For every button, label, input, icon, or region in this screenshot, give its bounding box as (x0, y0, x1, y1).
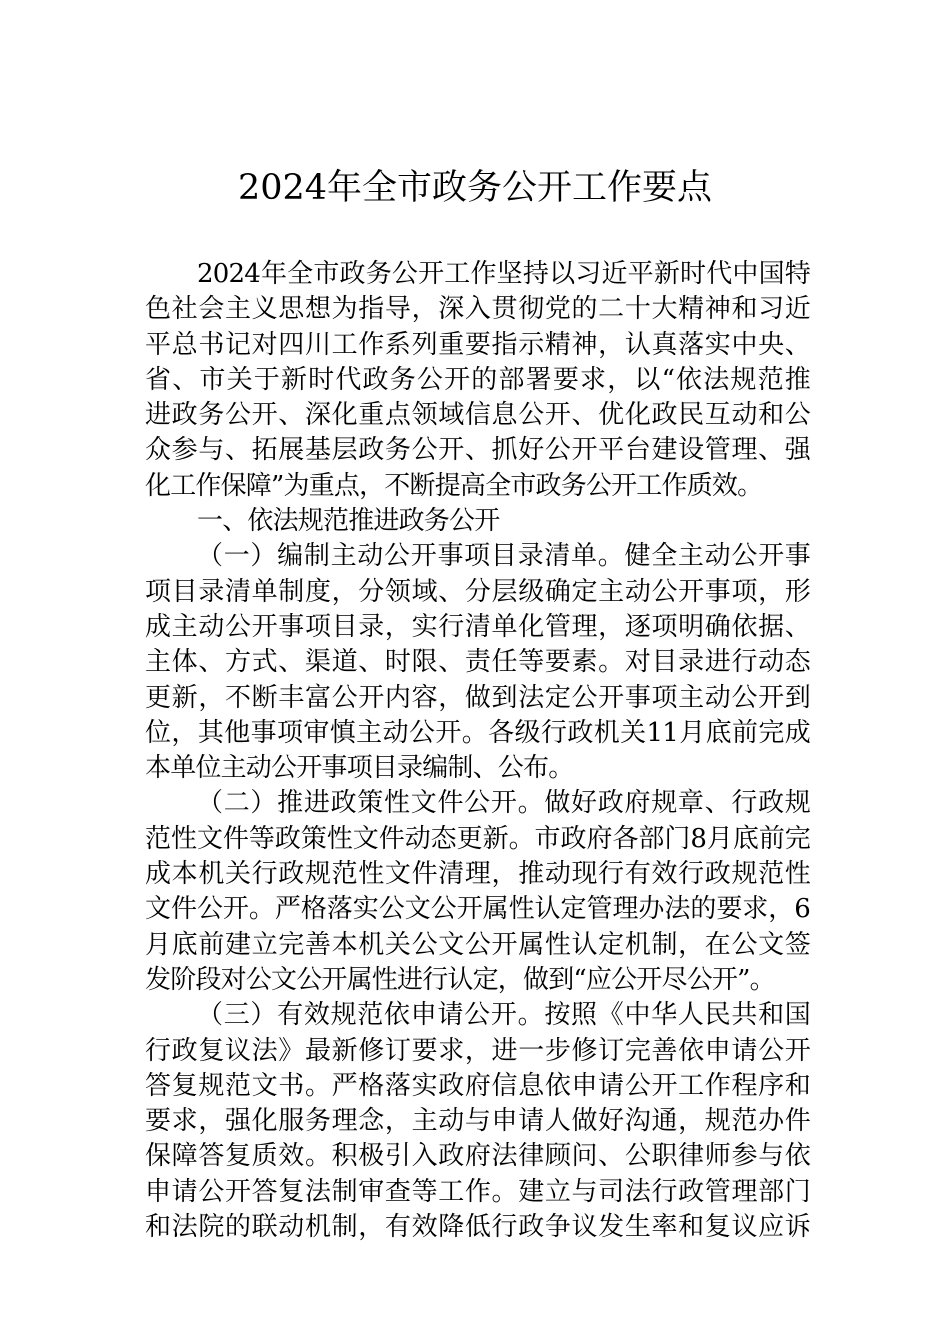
text-line: 保障答复质效。积极引入政府法律顾问、公职律师参与依 (145, 1141, 810, 1172)
text-line: 本单位主动公开事项目录编制、公布。 (145, 753, 574, 784)
document-body (145, 257, 810, 1245)
document-title: 2024年全市政务公开工作要点 (237, 168, 713, 208)
text-line: 进政务公开、深化重点领域信息公开、优化政民互动和公 (145, 400, 810, 431)
paragraph-item-1 (145, 539, 810, 786)
text-line: 月底前建立完善本机关公文公开属性认定机制，在公文签 (145, 929, 810, 960)
paragraph-item-2 (145, 786, 810, 998)
text-line: 位，其他事项审慎主动公开。各级行政机关11月底前完成 (145, 717, 810, 748)
text-line: 范性文件等政策性文件动态更新。市政府各部门8月底前完 (145, 823, 810, 854)
text-line: 申请公开答复法制审查等工作。建立与司法行政管理部门 (145, 1176, 810, 1207)
text-line: 平总书记对四川工作系列重要指示精神，认真落实中央、 (145, 329, 810, 360)
text-line: 更新，不断丰富公开内容，做到法定公开事项主动公开到 (145, 682, 810, 713)
text-line: 化工作保障”为重点，不断提高全市政务公开工作质效。 (145, 470, 763, 501)
paragraph-intro (145, 257, 810, 504)
text-line: 项目录清单制度，分领域、分层级确定主动公开事项，形 (145, 576, 810, 607)
text-line: （一）编制主动公开事项目录清单。健全主动公开事 (197, 541, 810, 572)
text-line: 色社会主义思想为指导，深入贯彻党的二十大精神和习近 (145, 294, 810, 325)
text-line: 众参与、拓展基层政务公开、抓好公开平台建设管理、强 (145, 435, 810, 466)
text-line: 一、依法规范推进政务公开 (197, 506, 500, 537)
text-line: 主体、方式、渠道、时限、责任等要素。对目录进行动态 (145, 647, 810, 678)
text-line: （三）有效规范依申请公开。按照《中华人民共和国 (197, 1000, 810, 1031)
text-line: 和法院的联动机制，有效降低行政争议发生率和复议应诉 (145, 1212, 810, 1243)
text-line: 省、市关于新时代政务公开的部署要求，以“依法规范推 (145, 364, 810, 395)
text-line: 答复规范文书。严格落实政府信息依申请公开工作程序和 (145, 1070, 810, 1101)
text-line: 成主动公开事项目录，实行清单化管理，逐项明确依据、 (145, 611, 810, 642)
text-line: 成本机关行政规范性文件清理，推动现行有效行政规范性 (145, 859, 810, 890)
text-line: （二）推进政策性文件公开。做好政府规章、行政规 (197, 788, 810, 819)
section-heading (145, 504, 810, 539)
text-line: 文件公开。严格落实公文公开属性认定管理办法的要求，6 (145, 894, 810, 925)
text-line: 发阶段对公文公开属性进行认定，做到“应公开尽公开”。 (145, 964, 775, 995)
text-line: 行政复议法》最新修订要求，进一步修订完善依申请公开 (145, 1035, 810, 1066)
text-line: 2024年全市政务公开工作坚持以习近平新时代中国特 (197, 259, 810, 289)
paragraph-item-3 (145, 998, 810, 1245)
text-line: 要求，强化服务理念，主动与申请人做好沟通，规范办件 (145, 1106, 810, 1137)
